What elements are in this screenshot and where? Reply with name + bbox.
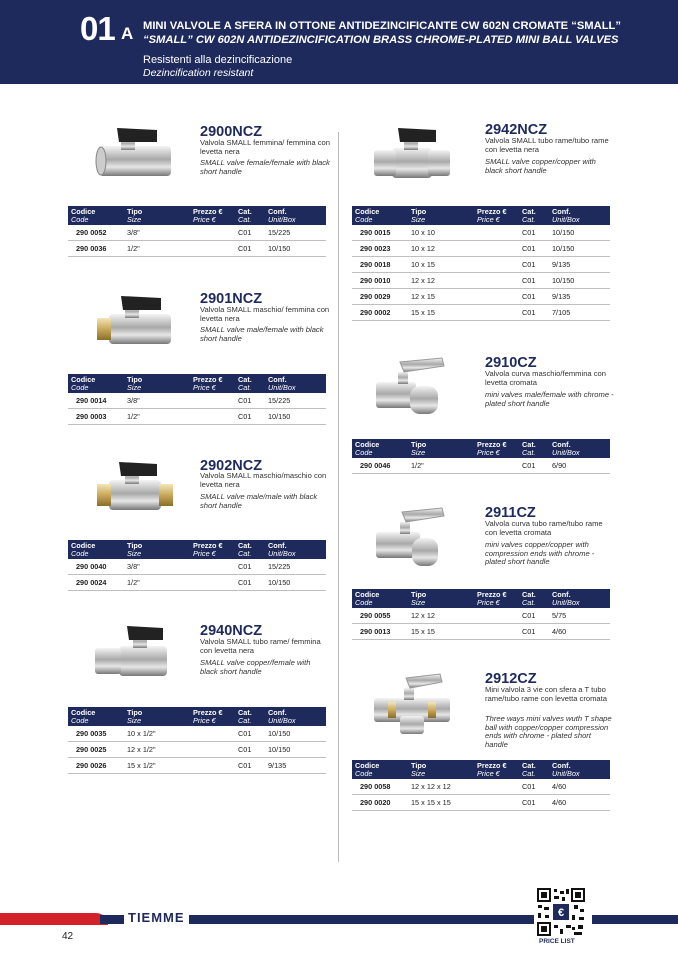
table-row [352,241,610,257]
valve-image-2912cz [372,672,452,734]
cell-cat: C01 [519,257,549,273]
footer-red-bar [0,913,108,925]
cell-code: 290 0003 [68,409,124,425]
table-row [352,273,610,289]
cell-code: 290 0036 [68,241,124,257]
header-banner [0,0,678,84]
header-code: Codice Code [68,374,124,393]
header-code: Codice Code [352,589,408,608]
header-conf: Conf. Unit/Box [549,589,610,608]
product-code: 2900NCZ [200,124,263,140]
valve-image-2910cz [372,356,452,418]
header-price: Prezzo € Price € [474,589,519,608]
cell-code: 290 0026 [68,758,124,774]
header-cat: Cat. Cat. [519,760,549,779]
product-desc-en: SMALL valve male/male with black short handle [200,492,318,510]
cell-conf: 10/150 [265,742,326,758]
cell-cat: C01 [519,795,549,811]
header-code: Codice Code [352,439,408,458]
table-row [68,726,326,742]
product-desc-en: SMALL valve copper/copper with black short handle [485,157,596,175]
header-price: Prezzo € Price € [190,540,235,559]
cell-conf: 10/150 [265,726,326,742]
header-cat: Cat. Cat. [235,374,265,393]
cell-cat: C01 [235,241,265,257]
cell-price [190,758,235,774]
cell-size: 12 x 1/2" [124,742,190,758]
cell-conf: 9/135 [265,758,326,774]
cell-code: 290 0058 [352,779,408,795]
cell-size: 12 x 12 x 12 [408,779,474,795]
cell-cat: C01 [235,742,265,758]
table-row [68,225,326,241]
spec-table-2911cz [352,589,610,640]
header-size: Tipo Size [124,540,190,559]
cell-code: 290 0046 [352,458,408,474]
cell-cat: C01 [519,273,549,289]
cell-conf: 7/105 [549,305,610,321]
cell-size: 10 x 10 [408,225,474,241]
cell-code: 290 0029 [352,289,408,305]
cell-conf: 15/225 [265,559,326,575]
cell-size: 12 x 12 [408,608,474,624]
spec-table-2912cz [352,760,610,811]
section-number: 01 [80,10,115,47]
header-code: Codice Code [352,206,408,225]
table-row [68,559,326,575]
cell-cat: C01 [235,225,265,241]
cell-price [474,273,519,289]
header-cat: Cat. Cat. [235,540,265,559]
cell-size: 15 x 1/2" [124,758,190,774]
cell-price [474,257,519,273]
valve-image-2940ncz [93,622,173,684]
header-price: Prezzo € Price € [190,374,235,393]
cell-code: 290 0013 [352,624,408,640]
cell-price [474,305,519,321]
cell-code: 290 0055 [352,608,408,624]
cell-size: 15 x 15 [408,624,474,640]
page-title-it: MINI VALVOLE A SFERA IN OTTONE ANTIDEZINCIFICANTE CW 602N CROMATE “SMALL” [143,20,621,32]
cell-price [190,742,235,758]
cell-conf: 5/75 [549,608,610,624]
cell-cat: C01 [519,225,549,241]
spec-table-2940ncz [68,707,326,774]
cell-size: 3/8" [124,559,190,575]
cell-conf: 4/60 [549,795,610,811]
cell-code: 290 0052 [68,225,124,241]
cell-size: 10 x 1/2" [124,726,190,742]
table-row [68,758,326,774]
cell-price [474,225,519,241]
header-size: Tipo Size [408,206,474,225]
header-price: Prezzo € Price € [474,439,519,458]
cell-cat: C01 [235,409,265,425]
table-row [352,795,610,811]
cell-price [190,393,235,409]
product-code: 2910CZ [485,355,537,371]
cell-cat: C01 [519,608,549,624]
header-size: Tipo Size [408,589,474,608]
header-code: Codice Code [68,206,124,225]
cell-code: 290 0015 [352,225,408,241]
header-cat: Cat. Cat. [519,589,549,608]
cell-size: 1/2" [124,575,190,591]
header-conf: Conf. Unit/Box [265,707,326,726]
cell-conf: 10/150 [265,409,326,425]
header-cat: Cat. Cat. [235,707,265,726]
cell-size: 12 x 15 [408,289,474,305]
cell-price [474,458,519,474]
cell-price [474,289,519,305]
table-row [352,257,610,273]
header-conf: Conf. Unit/Box [265,540,326,559]
cell-cat: C01 [519,779,549,795]
table-row [352,458,610,474]
page-subtitle-it: Resistenti alla dezincificazione [143,54,293,66]
cell-cat: C01 [235,758,265,774]
valve-image-2911cz [372,506,452,568]
column-divider [338,132,339,862]
cell-price [190,575,235,591]
product-code: 2901NCZ [200,291,263,307]
cell-conf: 15/225 [265,225,326,241]
cell-code: 290 0002 [352,305,408,321]
cell-code: 290 0024 [68,575,124,591]
product-code: 2902NCZ [200,458,263,474]
cell-conf: 6/90 [549,458,610,474]
cell-conf: 10/150 [549,225,610,241]
header-size: Tipo Size [124,707,190,726]
header-price: Prezzo € Price € [474,760,519,779]
cell-price [474,795,519,811]
header-conf: Conf. Unit/Box [549,760,610,779]
cell-code: 290 0025 [68,742,124,758]
valve-image-2900ncz [95,124,175,186]
cell-cat: C01 [235,559,265,575]
header-price: Prezzo € Price € [190,206,235,225]
cell-code: 290 0040 [68,559,124,575]
header-cat: Cat. Cat. [519,439,549,458]
cell-cat: C01 [235,575,265,591]
spec-table-2910cz [352,439,610,474]
product-code: 2912CZ [485,671,537,687]
table-row [68,409,326,425]
product-desc-it: Valvola curva maschio/femmina con levetta cromata [485,369,606,387]
header-size: Tipo Size [408,760,474,779]
table-row [352,289,610,305]
cell-conf: 10/150 [549,241,610,257]
cell-price [190,241,235,257]
cell-code: 290 0023 [352,241,408,257]
cell-size: 15 x 15 x 15 [408,795,474,811]
product-desc-en: Three ways mini valves wuth T shape ball with copper/copper compression ends with chrome - plated short handle [485,714,612,749]
table-row [68,241,326,257]
qr-caption: PRICE LIST [539,938,575,945]
cell-code: 290 0010 [352,273,408,289]
table-row [352,225,610,241]
cell-size: 3/8" [124,225,190,241]
cell-price [190,726,235,742]
table-row [68,575,326,591]
footer-blue-bar-right [592,915,678,924]
page-title-en: “SMALL” CW 602N ANTIDEZINCIFICATION BRASS CHROME-PLATED MINI BALL VALVES [143,34,619,46]
header-conf: Conf. Unit/Box [549,439,610,458]
product-desc-en: SMALL valve female/female with black short handle [200,158,330,176]
cell-price [474,241,519,257]
cell-price [190,409,235,425]
product-desc-en: SMALL valve copper/female with black short handle [200,658,311,676]
spec-table-2942ncz [352,206,610,321]
product-desc-it: Valvola SMALL femmina/ femmina con levetta nera [200,138,330,156]
qr-code-icon[interactable] [536,887,586,937]
cell-size: 10 x 15 [408,257,474,273]
table-row [68,393,326,409]
cell-price [190,559,235,575]
product-code: 2911CZ [485,505,536,521]
cell-size: 10 x 12 [408,241,474,257]
product-desc-it: Valvola SMALL tubo rame/tubo rame con levetta nera [485,136,609,154]
cell-code: 290 0020 [352,795,408,811]
cell-cat: C01 [519,305,549,321]
table-row [352,305,610,321]
product-code: 2940NCZ [200,623,263,639]
cell-code: 290 0035 [68,726,124,742]
header-cat: Cat. Cat. [519,206,549,225]
cell-conf: 9/135 [549,257,610,273]
cell-code: 290 0018 [352,257,408,273]
product-desc-it: Valvola SMALL maschio/ femmina con levetta nera [200,305,330,323]
valve-image-2902ncz [95,458,175,520]
cell-size: 1/2" [124,241,190,257]
page-number: 42 [62,931,74,942]
spec-table-2900ncz [68,206,326,257]
page-subtitle-en: Dezincification resistant [143,67,254,79]
cell-conf: 9/135 [549,289,610,305]
cell-price [474,608,519,624]
product-desc-it: Valvola SMALL tubo rame/ femmina con levetta nera [200,637,321,655]
section-letter: A [121,24,134,43]
product-desc-it: Valvola curva tubo rame/tubo rame con levetta cromata [485,519,603,537]
table-row [68,742,326,758]
product-code: 2942NCZ [485,122,548,138]
cell-price [474,779,519,795]
table-row [352,608,610,624]
cell-cat: C01 [519,624,549,640]
cell-conf: 10/150 [265,241,326,257]
product-desc-en: mini valves male/female with chrome - plated short handle [485,390,614,408]
cell-size: 3/8" [124,393,190,409]
header-price: Prezzo € Price € [474,206,519,225]
product-desc-it: Valvola SMALL maschio/maschio con levetta nera [200,471,327,489]
table-row [352,779,610,795]
header-cat: Cat. Cat. [235,206,265,225]
brand-logo: TIEMME [124,910,189,925]
cell-conf: 4/60 [549,624,610,640]
cell-size: 15 x 15 [408,305,474,321]
table-row [352,624,610,640]
header-code: Codice Code [68,540,124,559]
header-price: Prezzo € Price € [190,707,235,726]
cell-size: 1/2" [124,409,190,425]
product-desc-en: mini valves copper/copper with compression ends with chrome - plated short handle [485,540,595,567]
cell-conf: 15/225 [265,393,326,409]
product-desc-it: Mini valvola 3 vie con sfera a T tubo rame/tubo rame con levetta cromata [485,685,607,703]
header-conf: Conf. Unit/Box [265,206,326,225]
cell-size: 12 x 12 [408,273,474,289]
cell-code: 290 0014 [68,393,124,409]
cell-conf: 10/150 [265,575,326,591]
header-size: Tipo Size [124,206,190,225]
svg-text:€: € [557,907,565,919]
spec-table-2902ncz [68,540,326,591]
cell-size: 1/2" [408,458,474,474]
cell-cat: C01 [235,393,265,409]
header-conf: Conf. Unit/Box [265,374,326,393]
cell-cat: C01 [235,726,265,742]
header-size: Tipo Size [124,374,190,393]
cell-cat: C01 [519,458,549,474]
header-code: Codice Code [352,760,408,779]
spec-table-2901ncz [68,374,326,425]
header-conf: Conf. Unit/Box [549,206,610,225]
cell-conf: 10/150 [549,273,610,289]
cell-cat: C01 [519,241,549,257]
valve-image-2901ncz [95,292,175,354]
header-size: Tipo Size [408,439,474,458]
header-code: Codice Code [68,707,124,726]
cell-cat: C01 [519,289,549,305]
valve-image-2942ncz [372,124,452,186]
cell-price [190,225,235,241]
product-desc-en: SMALL valve male/female with black short handle [200,325,324,343]
cell-price [474,624,519,640]
cell-conf: 4/60 [549,779,610,795]
